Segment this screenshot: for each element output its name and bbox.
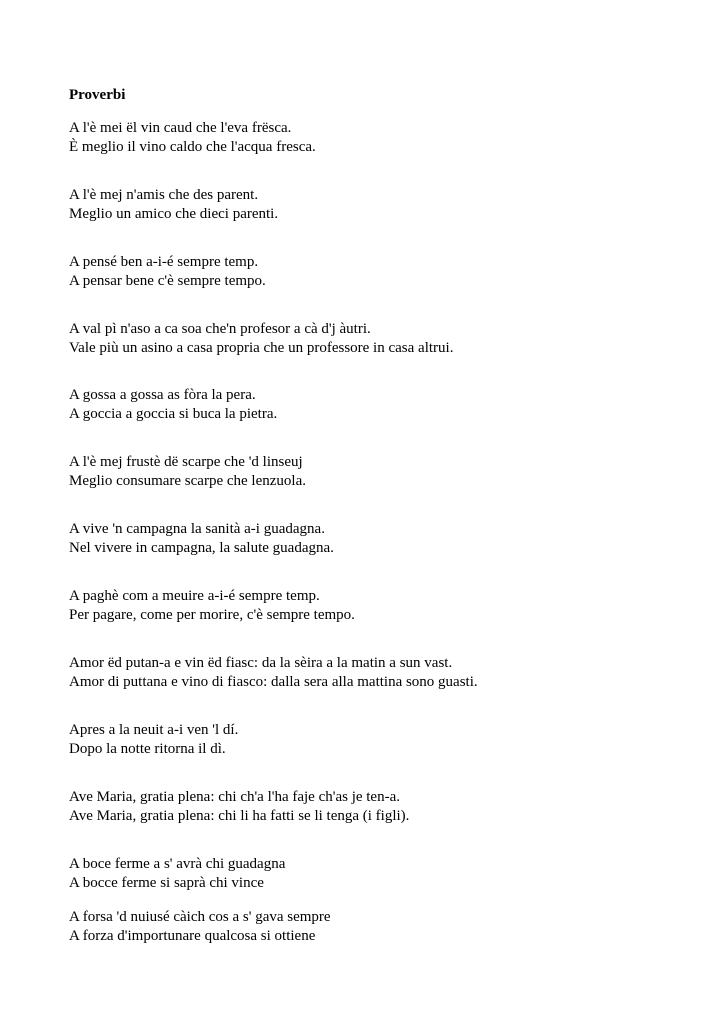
proverb-item (69, 119, 316, 157)
proverb-italian: Meglio consumare scarpe che lenzuola. (69, 473, 306, 489)
proverb-italian: A forza d'importunare qualcosa si ottiene (69, 928, 316, 944)
proverb-piedmontese: A pensé ben a-i-é sempre temp. (69, 254, 259, 270)
proverb-piedmontese: A l'è mej n'amis che des parent. (69, 187, 259, 203)
proverb-italian: Amor di puttana e vino di fiasco: dalla sera alla mattina sono guasti. (69, 674, 478, 690)
proverb-italian: A pensar bene c'è sempre tempo. (69, 273, 266, 289)
proverb-item (69, 320, 453, 358)
proverb-piedmontese: Apres a la neuit a-i ven 'l dí. (69, 722, 239, 738)
proverb-item (69, 520, 334, 558)
proverb-italian: Per pagare, come per morire, c'è sempre tempo. (69, 607, 355, 623)
page-title: Proverbi (69, 87, 126, 103)
proverb-item (69, 654, 478, 692)
proverb-italian: Ave Maria, gratia plena: chi li ha fatti se li tenga (i figli). (69, 808, 410, 824)
proverb-item (69, 908, 331, 946)
proverb-piedmontese: A paghè com a meuire a-i-é sempre temp. (69, 588, 320, 604)
proverb-item (69, 721, 238, 759)
proverb-italian: Meglio un amico che dieci parenti. (69, 206, 279, 222)
proverb-italian: A goccia a goccia si buca la pietra. (69, 406, 278, 422)
proverb-item (69, 186, 278, 224)
proverb-italian: Nel vivere in campagna, la salute guadagna. (69, 540, 334, 556)
proverb-item (69, 453, 306, 491)
proverb-piedmontese: A gossa a gossa as fòra la pera. (69, 387, 256, 403)
proverb-item (69, 386, 277, 424)
proverb-item (69, 788, 409, 826)
proverb-italian: Dopo la notte ritorna il dì. (69, 741, 226, 757)
proverb-piedmontese: A val pì n'aso a ca soa che'n profesor a cà d'j àutri. (69, 321, 371, 337)
proverb-piedmontese: A l'è mei ël vin caud che l'eva frësca. (69, 120, 292, 136)
proverb-italian: Vale più un asino a casa propria che un professore in casa altrui. (69, 340, 454, 356)
proverb-piedmontese: A vive 'n campagna la sanità a-i guadagna. (69, 521, 325, 537)
proverb-piedmontese: Ave Maria, gratia plena: chi ch'a l'ha faje ch'as je ten-a. (69, 789, 400, 805)
proverb-piedmontese: Amor ëd putan-a e vin ëd fiasc: da la sèira a la matin a sun vast. (69, 655, 453, 671)
proverb-piedmontese: A boce ferme a s' avrà chi guadagna (69, 856, 286, 872)
proverb-item (69, 587, 355, 625)
proverb-piedmontese: A l'è mej frustè dë scarpe che 'd linseuj (69, 454, 303, 470)
proverb-item (69, 855, 285, 893)
proverb-italian: A bocce ferme si saprà chi vince (69, 875, 264, 891)
proverb-italian: È meglio il vino caldo che l'acqua fresca. (69, 139, 316, 155)
proverb-piedmontese: A forsa 'd nuiusé càich cos a s' gava sempre (69, 909, 331, 925)
proverb-item (69, 253, 266, 291)
